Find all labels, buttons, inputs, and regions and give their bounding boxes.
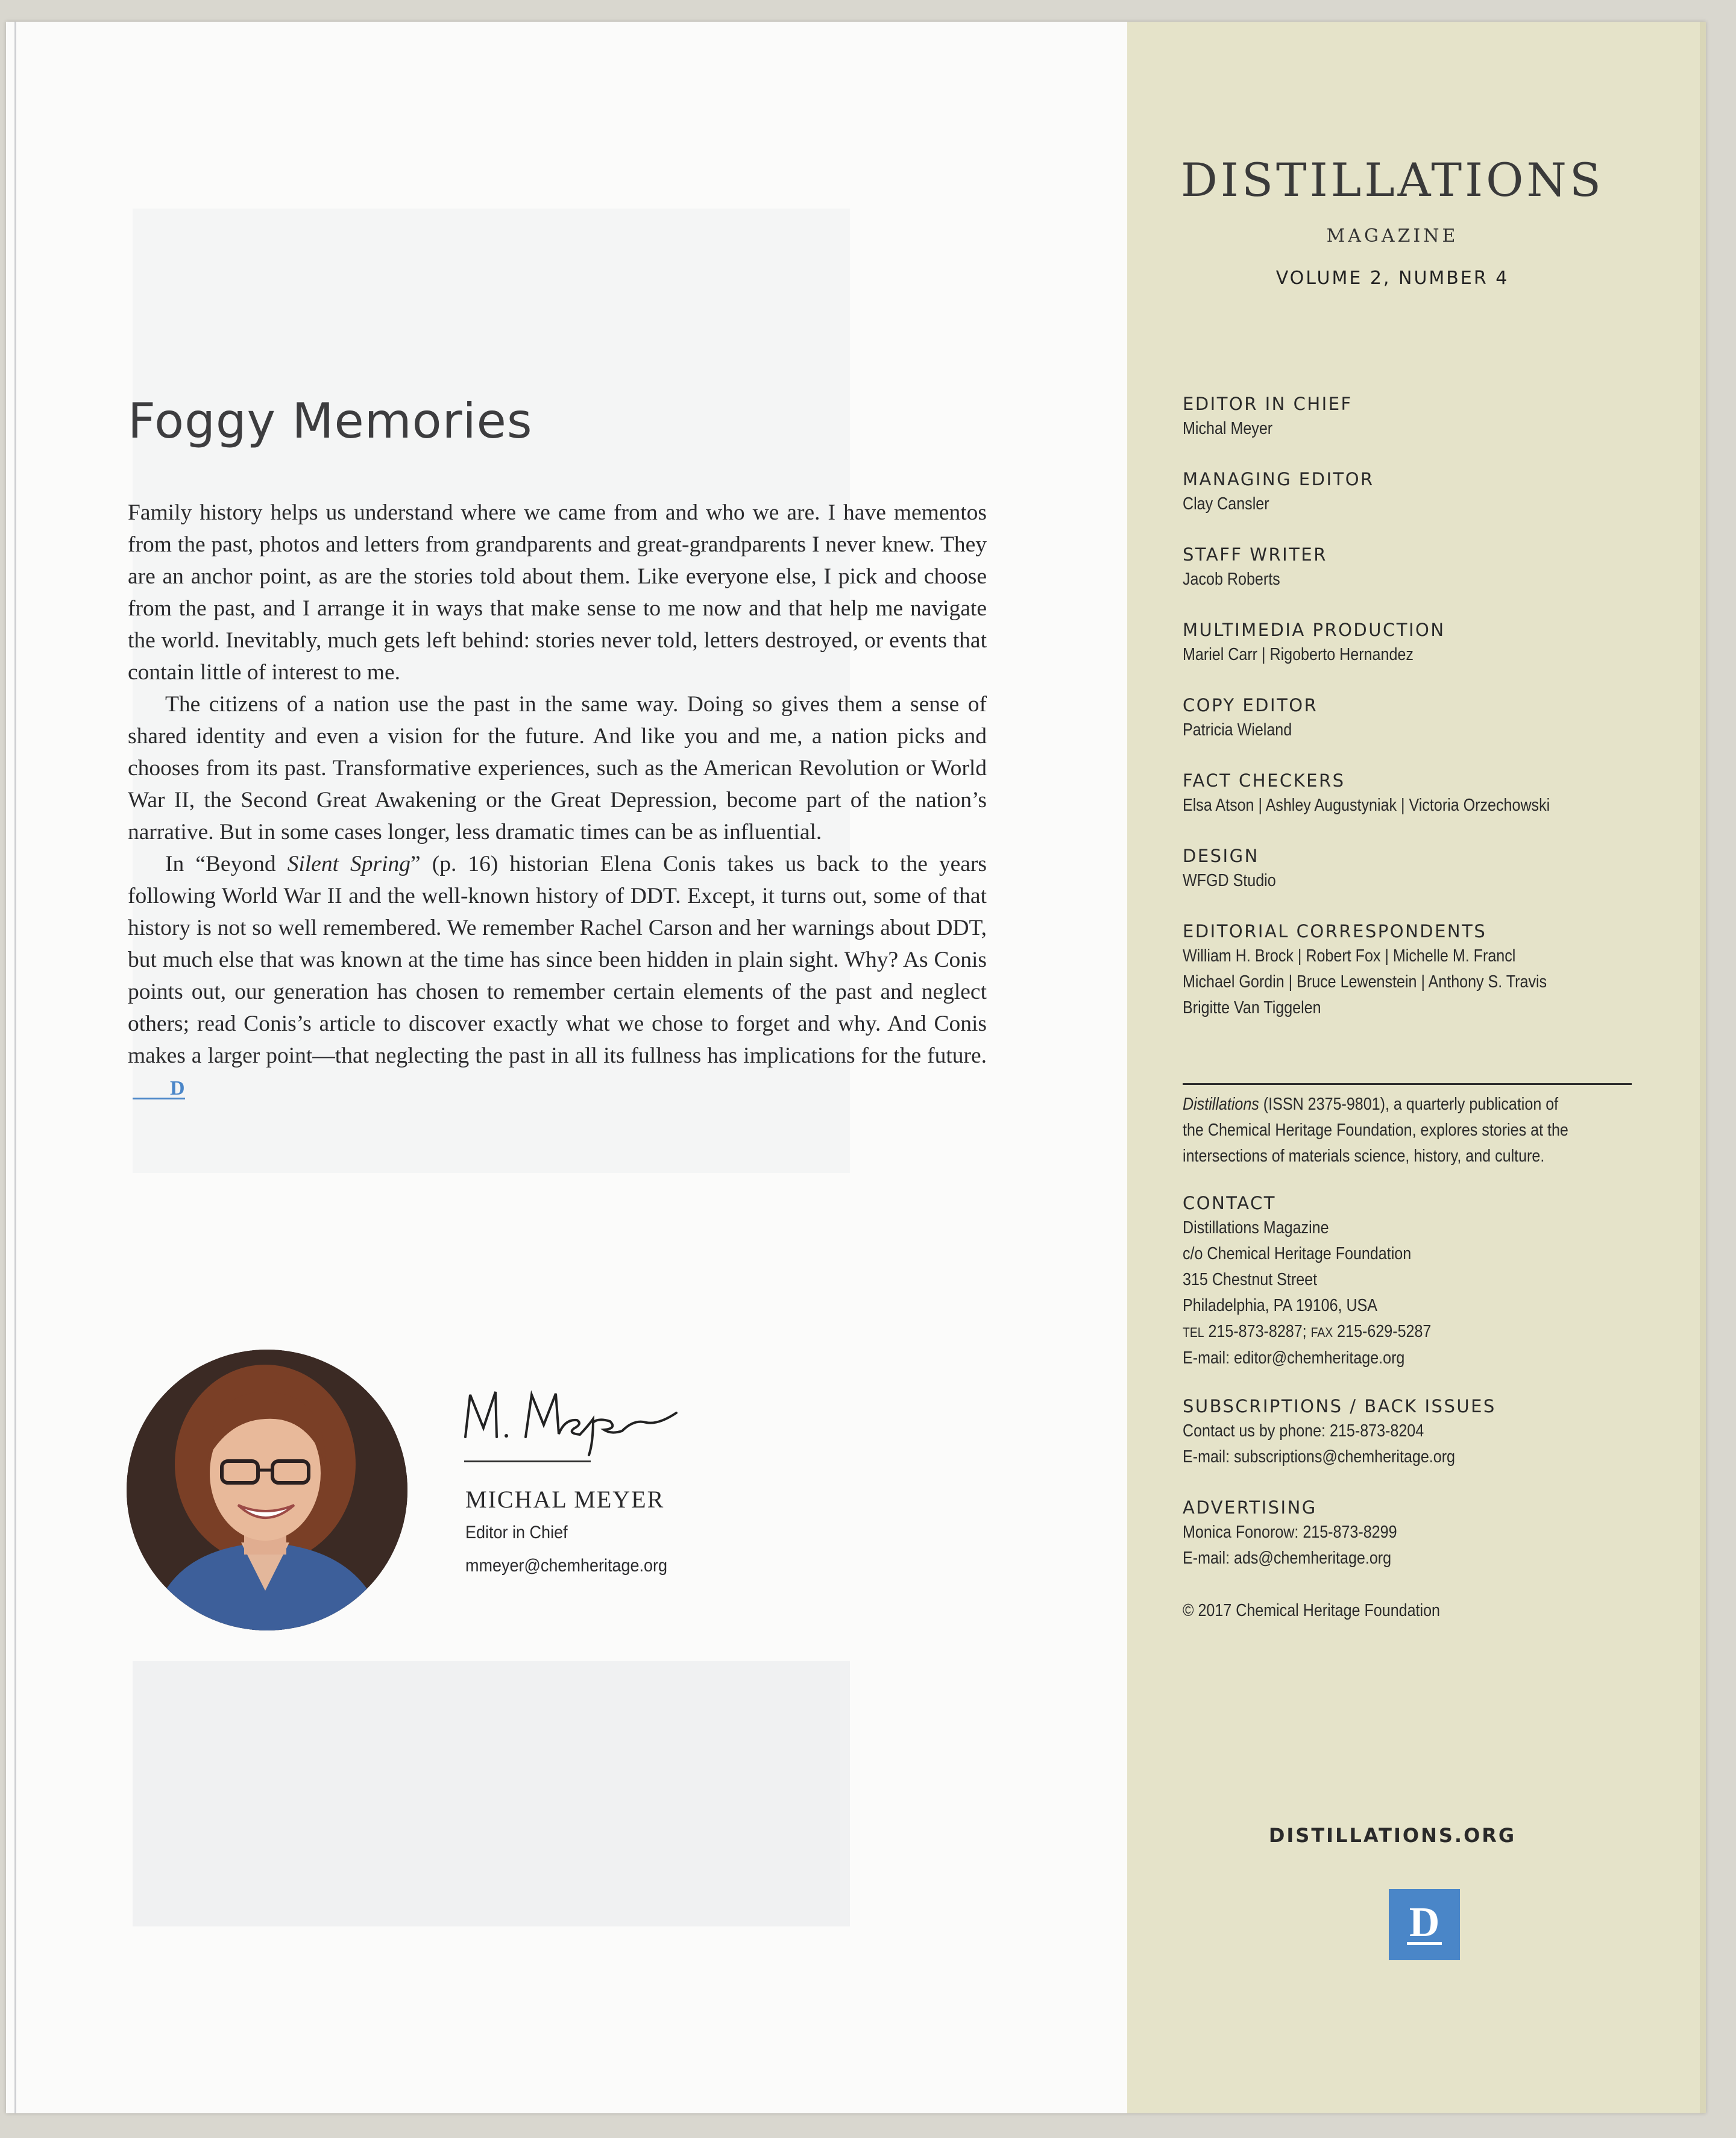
advertising-block [1183, 1495, 1641, 1571]
page-edge [1700, 22, 1706, 2113]
credit-value: Michael Gordin | Bruce Lewenstein | Anthony S. Travis [1183, 972, 1547, 992]
credit-heading: DESIGN [1183, 846, 1259, 866]
subscriptions-line: E-mail: subscriptions@chemheritage.org [1183, 1447, 1456, 1467]
masthead-subtitle: MAGAZINE [1326, 225, 1459, 247]
credit-value: Patricia Wieland [1183, 720, 1292, 740]
credit-value: William H. Brock | Robert Fox | Michelle M. Francl [1183, 946, 1516, 966]
credit-value: Brigitte Van Tiggelen [1183, 998, 1321, 1017]
contact-phone-line: TEL 215-873-8287; FAX 215-629-5287 [1183, 1322, 1432, 1341]
signature-rule [464, 1460, 591, 1462]
credit-staff-writer [1183, 542, 1629, 618]
credit-heading: FACT CHECKERS [1183, 770, 1345, 791]
subscriptions-block [1183, 1394, 1641, 1470]
credit-heading: MANAGING EDITOR [1183, 469, 1374, 489]
contact-line: Distillations Magazine [1183, 1218, 1329, 1237]
credit-editor-in-chief [1183, 392, 1629, 467]
staff-credits [1183, 392, 1629, 1040]
credit-copy-editor [1183, 693, 1629, 769]
page-title: Foggy Memories [128, 393, 533, 449]
credit-value: Jacob Roberts [1183, 570, 1280, 589]
volume-number: VOLUME 2, NUMBER 4 [1275, 268, 1509, 289]
credit-multimedia-production [1183, 618, 1629, 693]
credit-value: Elsa Atson | Ashley Augustyniak | Victoria Orzechowski [1183, 796, 1550, 815]
contact-line: Philadelphia, PA 19106, USA [1183, 1296, 1378, 1315]
contact-block [1183, 1191, 1641, 1371]
credit-heading: EDITORIAL CORRESPONDENTS [1183, 921, 1487, 942]
publication-note: Distillations (ISSN 2375-9801), a quarterly publication of the Chemical Heritage Foundation, explores stories at the intersections of materials science, history, and culture. [1183, 1095, 1568, 1166]
contact-line: c/o Chemical Heritage Foundation [1183, 1244, 1412, 1263]
editor-email: mmeyer@chemheritage.org [465, 1556, 668, 1576]
masthead-panel [1127, 22, 1706, 2113]
subscriptions-line: Contact us by phone: 215-873-8204 [1183, 1421, 1424, 1441]
end-mark-icon: D [133, 1080, 185, 1099]
editor-signature [459, 1371, 688, 1461]
advertising-line: Monica Fonorow: 215-873-8299 [1183, 1523, 1397, 1542]
editorial-column [6, 22, 1127, 2113]
credit-editorial-correspondents [1183, 919, 1629, 1040]
credit-heading: MULTIMEDIA PRODUCTION [1183, 620, 1445, 640]
contact-heading: CONTACT [1183, 1193, 1277, 1213]
credit-value: Clay Cansler [1183, 494, 1269, 514]
credit-value: WFGD Studio [1183, 871, 1276, 890]
paragraph-2: The citizens of a nation use the past in the same way. Doing so gives them a sense of shared identity and even a vision for the future. And like you and me, a nation picks and chooses from its past. Transformative experiences, such as the American Revolution or World War II, the Second Great Awakening or the Great Depression, become part of the nation’s narrative. But in some cases longer, less dramatic times can be as influential. [128, 692, 987, 844]
credit-managing-editor [1183, 467, 1629, 542]
editor-role: Editor in Chief [465, 1523, 568, 1542]
magazine-page [6, 22, 1706, 2113]
credit-fact-checkers [1183, 769, 1629, 844]
editor-name: MICHAL MEYER [465, 1486, 665, 1513]
copyright: © 2017 Chemical Heritage Foundation [1183, 1601, 1440, 1620]
contact-email: E-mail: editor@chemheritage.org [1183, 1348, 1405, 1368]
website-url: DISTILLATIONS.ORG [1268, 1824, 1517, 1847]
book-title: Silent Spring [287, 852, 411, 876]
subscriptions-heading: SUBSCRIPTIONS / BACK ISSUES [1183, 1396, 1496, 1416]
contact-line: 315 Chestnut Street [1183, 1270, 1318, 1289]
advertising-line: E-mail: ads@chemheritage.org [1183, 1548, 1392, 1568]
paragraph-1: Family history helps us understand where we came from and who we are. I have mementos from the past, photos and letters from grandparents and great-grandparents I never knew. They are an anchor point, as are the stories told about them. Like everyone else, I pick and choose from the past, and I arrange it in ways that make sense to me now and that help me navigate the world. Inevitably, much gets left behind: stories never told, letters destroyed, or events that contain little of interest to me. [128, 500, 987, 685]
credit-heading: EDITOR IN CHIEF [1183, 394, 1353, 414]
advertising-heading: ADVERTISING [1183, 1497, 1317, 1518]
credit-design [1183, 844, 1629, 919]
paragraph-3: In “Beyond Silent Spring” (p. 16) historian Elena Conis takes us back to the years following World War II and the well-known history of DDT. Except, it turns out, some of that history is not so well remembered. We remember Rachel Carson and her warnings about DDT, but much else that was known at the time has since been hidden in plain sight. Why? As Conis points out, our generation has chosen to remember certain elements of the past and neglect others; read Conis’s article to discover exactly what we chose to forget and why. And Conis makes a larger point—that neglecting the past in all its fullness has implications for the future. D [128, 852, 987, 1099]
masthead-title: DISTILLATIONS [1181, 153, 1604, 207]
editor-portrait [127, 1350, 407, 1630]
credit-heading: COPY EDITOR [1183, 695, 1318, 715]
masthead-divider [1183, 1083, 1632, 1085]
editorial-body [128, 497, 987, 1104]
credit-heading: STAFF WRITER [1183, 544, 1327, 565]
credit-value: Mariel Carr | Rigoberto Hernandez [1183, 645, 1414, 664]
credit-value: Michal Meyer [1183, 419, 1273, 438]
distillations-logo-icon: D [1389, 1889, 1460, 1960]
